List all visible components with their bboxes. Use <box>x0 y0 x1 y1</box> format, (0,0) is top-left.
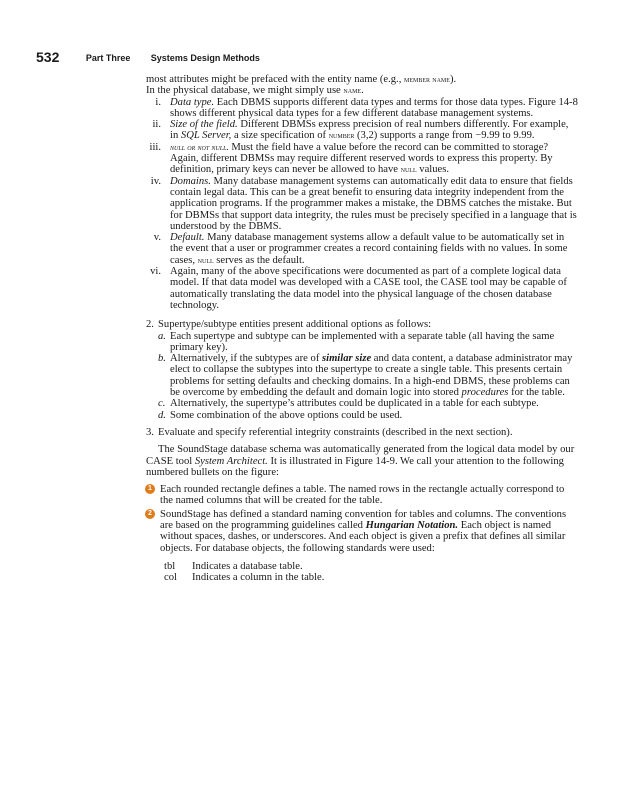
list-item: 2 SoundStage has defined a standard naming convention for tables and columns. The conventions are based on the programming guidelines called Hungarian Notation. Each object is named without spaces, dashes, or underscores. And each object is given a prefix that defines all similar objects. For database objects, the following standards were used: <box>146 509 578 554</box>
numbered-list <box>146 319 578 438</box>
list-item: ii. Size of the field. Different DBMSs express precision of real numbers differently. For example, in SQL Server, a size specification of number (3,2) supports a range from −9.99 to 9.99. <box>152 119 569 142</box>
list-item: iii. null or not null. Must the field have a value before the record can be committed to storage? Again, different DBMSs may require different reserved words to express this property. By definition, primary keys can never be allowed to have null values. <box>149 141 553 176</box>
list-item: c. Alternatively, the supertype’s attributes could be duplicated in a table for each subtype. <box>158 398 539 410</box>
list-item: vi. Again, many of the above specifications were documented as part of a complete logical data model. If that data model was developed with a CASE tool, the CASE tool may be capable of automatically translating the data model into the physical language of the chosen database technology. <box>150 266 567 311</box>
list-item: b. Alternatively, if the subtypes are of similar size and data content, a database administrator may elect to collapse the subtypes into the supertype to create a single table. This presents certain problems for setting defaults and checking domains. In a high-end DBMS, these problems can be overcome by embedding the default and domain logic into stored procedures for the table. <box>158 353 573 399</box>
list-item: 1 Each rounded rectangle defines a table. The named rows in the rectangle actually correspond to the named columns that will be created for the table. <box>146 484 578 507</box>
body-text <box>146 74 578 583</box>
figure-bullets <box>146 484 578 554</box>
part-label: Part Three <box>85 53 131 63</box>
list-item: 3. Evaluate and specify referential integrity constraints (described in the next section). <box>146 426 513 438</box>
list-item: 2. Supertype/subtype entities present additional options as follows: a. Each supertype and subtype can be implemented with a separate table (all having the same primary key). b. Alternatively, if the subtypes are of similar size and data content, a database administrator may elect to collapse the subtypes into the supertype to create a single table. This presents certain problems for setting defaults and checking domains. In a high-end DBMS, these problems can be overcome by embedding the default and domain logic into stored procedures for the table. c. Alternatively, the supertype’s attributes could be duplicated in a table for each subtype. d. Some combination of the above options could be used. <box>146 319 578 421</box>
bullet-2-icon: 2 <box>145 509 155 519</box>
intro-line-2: In the physical database, we might simply use name. <box>146 85 364 97</box>
roman-list <box>146 97 578 312</box>
page-number: 532 <box>36 49 60 65</box>
alpha-list <box>158 331 578 421</box>
list-item: i. Data type. Each DBMS supports different data types and terms for those data types. Figure 14-8 shows different physical data types for a few different database management systems. <box>155 96 578 119</box>
section-label: Systems Design Methods <box>150 53 260 63</box>
list-item: a. Each supertype and subtype can be implemented with a separate table (all having the same primary key). <box>158 330 555 353</box>
schema-paragraph: The SoundStage database schema was automatically generated from the logical data model by our CASE tool System Architect. It is illustrated in Figure 14-9. We call your attention to the following numbered bullets on the figure: <box>146 444 575 478</box>
list-item: iv. Domains. Many database management systems can automatically edit data to ensure that fields contain legal data. This can be a great benefit to ensuring data integrity independent from the application programs. If the programmer makes a mistake, the DBMS catches the mistake. But for DBMSs that support data integrity, the rules must be precisely specified in a language that is understood by the DBMS. <box>150 175 577 232</box>
intro-line-1: most attributes might be prefaced with the entity name (e.g., member name). <box>146 74 457 85</box>
prefix-definitions <box>164 561 578 584</box>
list-item: v. Default. Many database management systems allow a default value to be automatically set in the event that a user or programmer creates a record containing fields with no values. In some cases, null serves as the default. <box>153 232 568 266</box>
running-header <box>36 49 260 67</box>
list-item: d. Some combination of the above options could be used. <box>158 409 403 421</box>
bullet-1-icon: 1 <box>145 484 155 494</box>
definition-row: col Indicates a column in the table. <box>164 572 325 584</box>
definition-row: tbl Indicates a database table. <box>164 560 303 572</box>
